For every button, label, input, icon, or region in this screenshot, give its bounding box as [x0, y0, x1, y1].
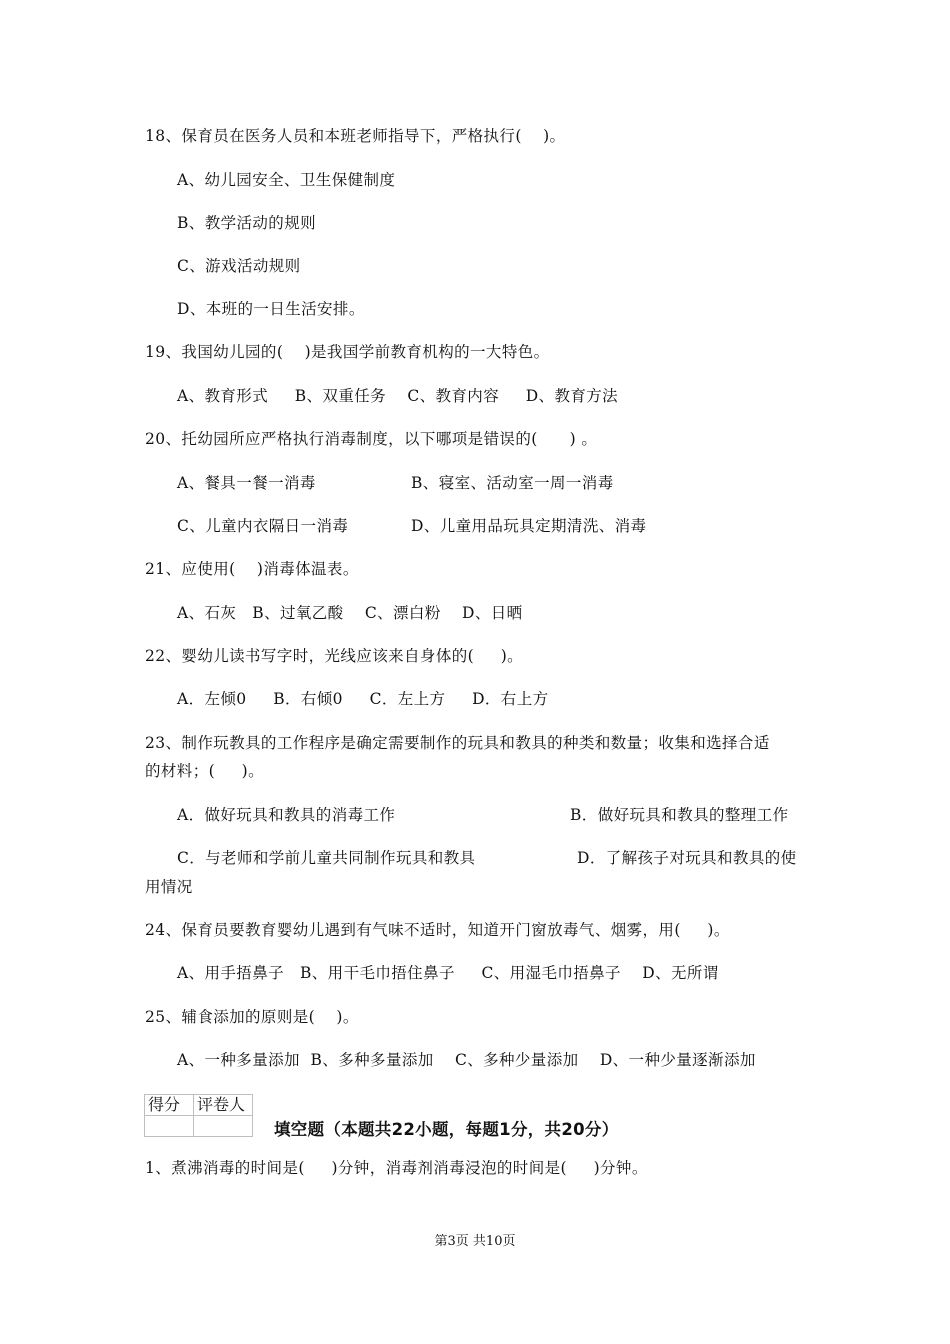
page-number: 第3页 共10页 — [434, 1234, 516, 1249]
question-20-stem: 20、托幼园所应严格执行消毒制度，以下哪项是错误的( ) 。 — [145, 430, 598, 448]
question-20-option-d: D、儿童用品玩具定期清洗、消毒 — [411, 517, 647, 535]
question-18-option-a: A、幼儿园安全、卫生保健制度 — [177, 171, 396, 189]
question-20-option-a: A、餐具一餐一消毒 — [177, 474, 316, 492]
score-cell — [145, 1116, 194, 1137]
question-23-stem-line1: 23、制作玩教具的工作程序是确定需要制作的玩具和教具的种类和数量；收集和选择合适 — [145, 734, 770, 752]
question-23-option-c: C．与老师和学前儿童共同制作玩具和教具 — [177, 849, 476, 867]
question-22-options: A．左倾0 B．右倾0 C．左上方 D．右上方 — [177, 690, 549, 708]
question-25-stem: 25、辅食添加的原则是( )。 — [145, 1008, 359, 1026]
score-header: 得分 — [145, 1095, 194, 1116]
question-23-stem-line2: 的材料；( )。 — [145, 762, 265, 780]
question-22-stem: 22、婴幼儿读书写字时，光线应该来自身体的( )。 — [145, 647, 524, 665]
question-23-option-a: A．做好玩具和教具的消毒工作 — [177, 806, 396, 824]
section-title: 填空题（本题共22小题，每题1分，共20分） — [274, 1120, 619, 1139]
question-23-option-d-continuation: 用情况 — [145, 878, 193, 896]
question-25-options: A、一种多量添加 B、多种多量添加 C、多种少量添加 D、一种少量逐渐添加 — [177, 1051, 756, 1069]
question-20-option-c: C、儿童内衣隔日一消毒 — [177, 517, 349, 535]
grader-header: 评卷人 — [194, 1095, 253, 1116]
question-21-options: A、石灰 B、过氧乙酸 C、漂白粉 D、日晒 — [177, 604, 523, 622]
question-19-options: A、教育形式 B、双重任务 C、教育内容 D、教育方法 — [177, 387, 619, 405]
grader-cell — [194, 1116, 253, 1137]
question-21-stem: 21、应使用( )消毒体温表。 — [145, 560, 359, 578]
score-box — [144, 1094, 253, 1137]
question-24-stem: 24、保育员要教育婴幼儿遇到有气味不适时，知道开门窗放毒气、烟雾，用( )。 — [145, 921, 730, 939]
question-24-options: A、用手捂鼻子 B、用干毛巾捂住鼻子 C、用湿毛巾捂鼻子 D、无所谓 — [177, 964, 719, 982]
question-18-option-b: B、教学活动的规则 — [177, 214, 316, 232]
fill-in-question-1: 1、煮沸消毒的时间是( )分钟，消毒剂消毒浸泡的时间是( )分钟。 — [145, 1159, 648, 1177]
question-18-option-d: D、本班的一日生活安排。 — [177, 300, 365, 318]
question-19-stem: 19、我国幼儿园的( )是我国学前教育机构的一大特色。 — [145, 343, 550, 361]
question-23-option-d: D．了解孩子对玩具和教具的使 — [577, 849, 797, 867]
question-23-option-b: B．做好玩具和教具的整理工作 — [570, 806, 789, 824]
question-18-stem: 18、保育员在医务人员和本班老师指导下，严格执行( )。 — [145, 127, 566, 145]
question-20-option-b: B、寝室、活动室一周一消毒 — [411, 474, 614, 492]
question-18-option-c: C、游戏活动规则 — [177, 257, 301, 275]
